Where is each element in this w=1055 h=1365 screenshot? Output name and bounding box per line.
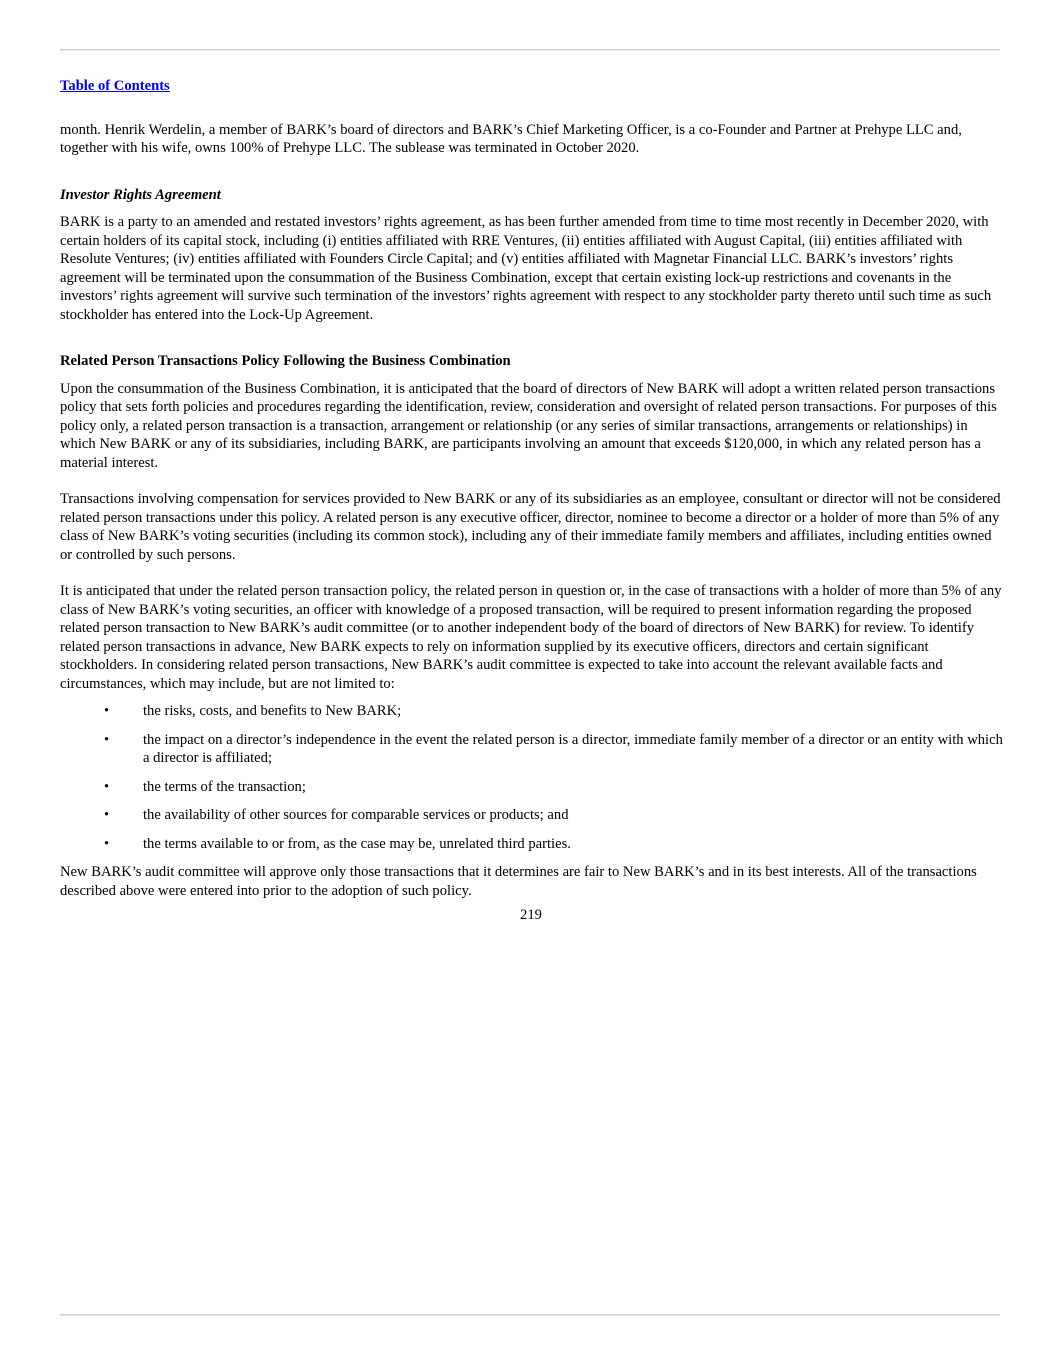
top-divider — [60, 49, 1000, 51]
list-item — [60, 835, 1006, 854]
list-item-text: the availability of other sources for comparable services or products; and — [143, 807, 569, 823]
list-item-text: the terms of the transaction; — [143, 778, 306, 795]
list-item — [60, 778, 1006, 797]
list-item-text: the risks, costs, and benefits to New BARK; — [143, 703, 402, 719]
list-item — [60, 731, 1006, 768]
list-item-text: the impact on a director’s independence in the event the related person is a director, immediate family member of a director or an entity with which a director is affiliated; — [143, 731, 1003, 766]
heading-related-person-policy: Related Person Transactions Policy Following the Business Combination — [60, 353, 511, 369]
list-item — [60, 702, 1006, 721]
bullet-marker: • — [104, 835, 110, 852]
table-of-contents-link[interactable]: Table of Contents — [60, 78, 170, 94]
bullet-marker: • — [104, 703, 110, 719]
heading-investor-rights-agreement: Investor Rights Agreement — [60, 186, 221, 203]
paragraph-policy-intro: Upon the consummation of the Business Combination, it is anticipated that the board of directors of New BARK will adopt a written related person transactions policy that sets forth policies and procedures regarding the identification, review, consideration and oversight of related person transactions. For purposes of this policy only, a related person transaction is a transaction, arrangement or relationship (or any series of similar transactions, arrangements or relationships) in which New BARK or any of its subsidiaries, including BARK, are participants involving an amount that exceeds $120,000, in which any related person has a material interest. — [60, 380, 997, 471]
paragraph-sublease: month. Henrik Werdelin, a member of BARK’s board of directors and BARK’s Chief Marketing Officer, is a co-Founder and Partner at Prehype LLC and, together with his wife, owns 100% of Prehype LLC. The sublease was terminated in October 2020. — [60, 121, 962, 156]
paragraph-approval: New BARK’s audit committee will approve only those transactions that it determines are fair to New BARK’s and in its best interests. All of the transactions described above were entered into prior to the adoption of such policy. — [60, 864, 977, 899]
page-number: 219 — [520, 907, 542, 923]
paragraph-investor-rights: BARK is a party to an amended and restated investors’ rights agreement, as has been further amended from time to time most recently in December 2020, with certain holders of its capital stock, including (i) entities affiliated with RRE Ventures, (ii) entities affiliated with August Capital, (iii) entities affiliated with Resolute Ventures; (iv) entities affiliated with Founders Circle Capital; and (v) entities affiliated with Magnetar Financial LLC. BARK’s investors’ rights agreement will be terminated upon the consummation of the Business Combination, except that certain existing lock-up restrictions and covenants in the investors’ rights agreement will survive such termination of the investors’ rights agreement with respect to any stockholder party thereto until such time as such stockholder has entered into the Lock-Up Agreement. — [60, 214, 992, 323]
bottom-divider — [60, 1314, 1000, 1316]
bullet-marker: • — [104, 778, 110, 795]
paragraph-compensation: Transactions involving compensation for services provided to New BARK or any of its subsidiaries as an employee, consultant or director will not be considered related person transactions under this policy. A related person is any executive officer, director, nominee to become a director or a holder of more than 5% of any class of New BARK’s voting securities (including its common stock), including any of their immediate family members and affiliates, including entities owned or controlled by such persons. — [60, 491, 1001, 563]
bullet-marker: • — [104, 731, 110, 748]
list-item-text: the terms available to or from, as the case may be, unrelated third parties. — [143, 835, 571, 852]
considerations-list — [60, 702, 1006, 853]
paragraph-review-process: It is anticipated that under the related person transaction policy, the related person in question or, in the case of transactions with a holder of more than 5% of any class of New BARK’s voting securities, an officer with knowledge of a proposed transaction, will be required to present information regarding the proposed related person transaction to New BARK’s audit committee (or to another independent body of the board of directors of New BARK) for review. To identify related person transactions in advance, New BARK expects to rely on information supplied by its executive officers, directors and certain significant stockholders. In considering related person transactions, New BARK’s audit committee is expected to take into account the relevant available facts and circumstances, which may include, but are not limited to: — [60, 583, 1002, 692]
list-item — [60, 806, 1006, 825]
document-body — [60, 77, 1006, 925]
bullet-marker: • — [104, 807, 110, 823]
